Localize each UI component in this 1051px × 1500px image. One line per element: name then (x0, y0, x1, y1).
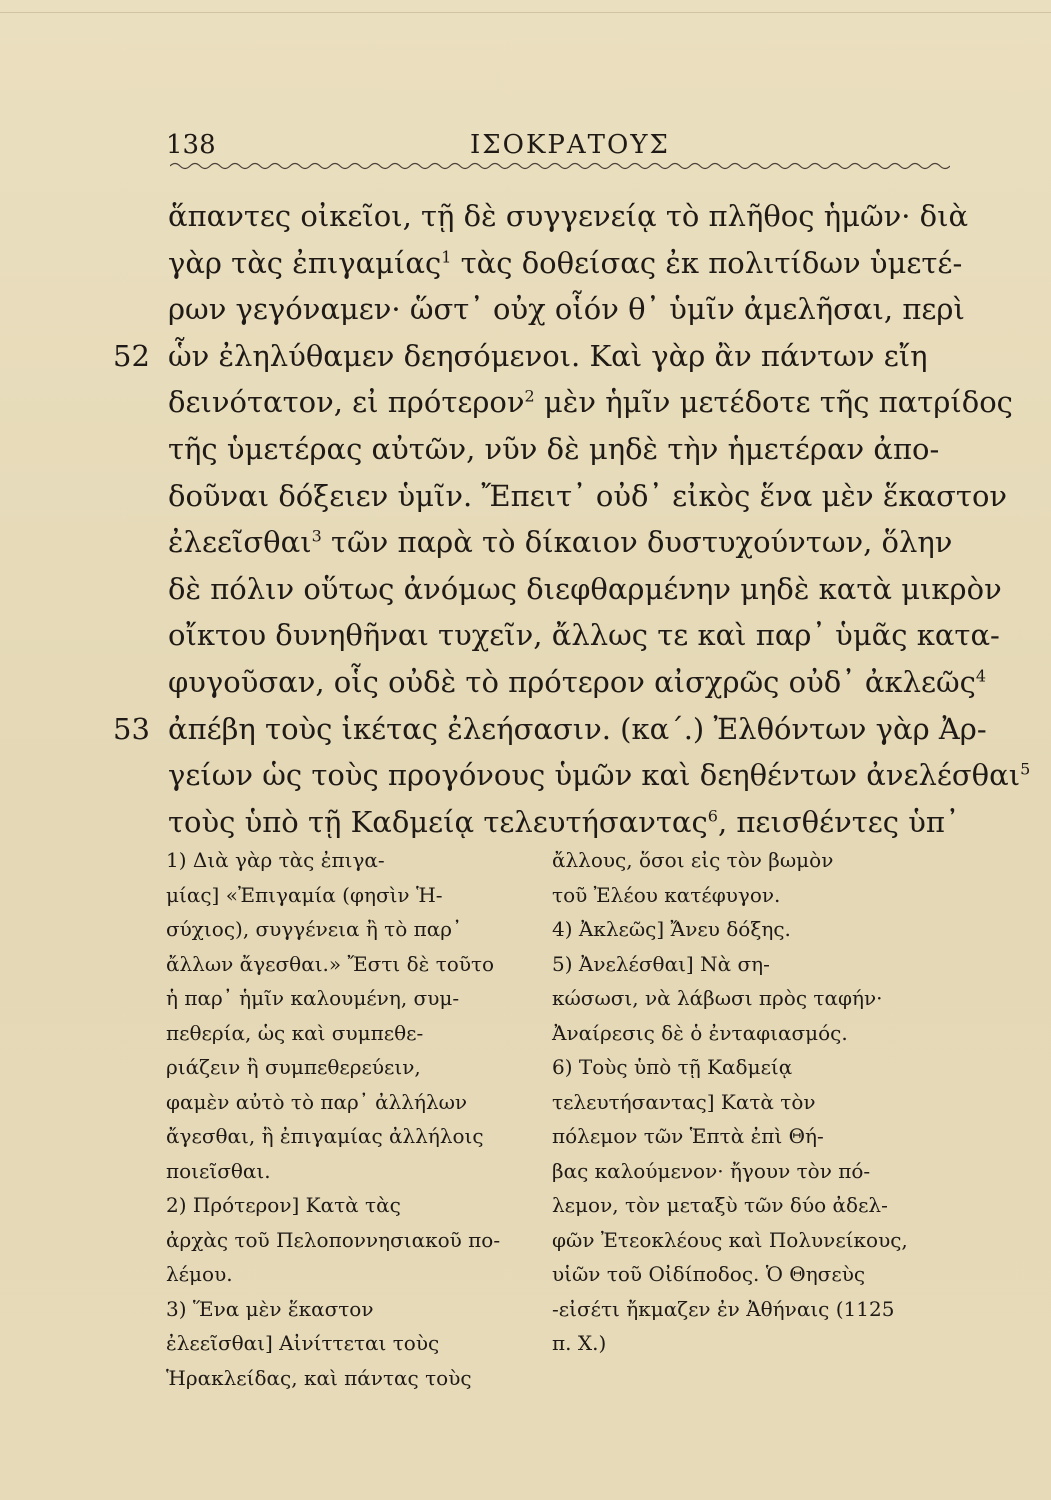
footnote-ref: 6 (707, 806, 718, 826)
footnote-line: φῶν Ἐτεοκλέους καὶ Πολυνείκους, (552, 1227, 908, 1252)
footnote-line: 4) Ἀκλεῶς] Ἄνευ δόξης. (552, 917, 791, 941)
footnotes-left-column (166, 843, 551, 1395)
footnote-line: 6) Τοὺς ὑπὸ τῇ Καδμείᾳ (552, 1055, 793, 1079)
footnote-line: μίας] «Ἐπιγαμία (φησὶν Ἡ- (166, 882, 443, 907)
line-text: τοὺς ὑπὸ τῇ Καδμείᾳ τελευτήσαντας (168, 804, 708, 839)
footnote-line: πόλεμον τῶν Ἑπτὰ ἐπὶ Θή- (552, 1124, 824, 1148)
section-number: 52 (113, 338, 150, 373)
footnote-line: τελευτήσαντας] Κατὰ τὸν (552, 1089, 816, 1114)
footnote-ref: 1 (441, 246, 452, 266)
footnote-line: ἡ παρ᾽ ἡμῖν καλουμένη, συμ- (166, 986, 460, 1010)
line-text: ἀπέβη τοὺς ἱκέτας ἐλεήσασιν. (κα΄.) Ἐλθόντων γὰρ Ἀρ- (168, 711, 987, 746)
line-text: οἴκτου δυνηθῆναι τυχεῖν, ἄλλως τε καὶ παρ᾽ ὑμᾶς κατα- (168, 618, 1000, 653)
line-text: γείων ὡς τοὺς προγόνους ὑμῶν καὶ δεηθέντων ἀνελέσθαι (168, 758, 1021, 793)
footnote-ref: 2 (524, 386, 535, 406)
footnote-line: λεμον, τὸν μεταξὺ τῶν δύο ἀδελ- (552, 1193, 888, 1217)
line-text: δὲ πόλιν οὕτως ἀνόμως διεφθαρμένην μηδὲ κατὰ μικρὸν (168, 571, 1002, 606)
page-number: 138 (166, 130, 216, 160)
footnote-line: ριάζειν ἢ συμπεθερεύειν, (166, 1055, 421, 1079)
footnote-line: Ἡρακλείδας, καὶ πάντας τοὺς (166, 1365, 472, 1390)
text-line (160, 286, 965, 333)
footnote-line: Ἀναίρεσις δὲ ὁ ἐνταφιασμός. (552, 1020, 848, 1045)
footnote-line: ποιεῖσθαι. (166, 1158, 271, 1183)
footnote-line: πεθερία, ὡς καὶ συμπεθε- (166, 1020, 424, 1045)
wavy-header-rule (170, 158, 950, 176)
footnote-ref: 5 (1020, 759, 1031, 779)
footnote-line: βας καλούμενον· ἤγουν τὸν πό- (552, 1158, 871, 1183)
line-text: τῆς ὑμετέρας αὐτῶν, νῦν δὲ μηδὲ τὴν ἡμετέραν ἀπο- (168, 431, 940, 466)
footnote-line: π. Χ.) (552, 1331, 607, 1355)
text-line (113, 333, 960, 380)
footnote-line: 3) Ἕνα μὲν ἕκαστον (166, 1296, 374, 1321)
top-edge-line (0, 12, 1051, 13)
footnote-line: ἄγεσθαι, ἢ ἐπιγαμίας ἀλλήλοις (166, 1124, 484, 1148)
text-line (160, 752, 1031, 799)
text-line (160, 659, 987, 706)
text-line (160, 240, 963, 287)
footnote-ref: 4 (975, 666, 987, 686)
footnotes-right-column (552, 843, 937, 1361)
text-line (160, 193, 969, 240)
text-line (160, 799, 960, 846)
footnote-line: φαμὲν αὐτὸ τὸ παρ᾽ ἀλλήλων (166, 1089, 468, 1114)
line-text: δοῦναι δόξειεν ὑμῖν. Ἔπειτ᾽ οὐδ᾽ εἰκὸς ἕνα μὲν ἕκαστον (168, 478, 1008, 513)
text-line (160, 519, 960, 566)
section-number: 53 (113, 711, 150, 746)
footnote-line: 5) Ἀνελέσθαι] Νὰ ση- (552, 951, 770, 976)
running-title: ΙΣΟΚΡΑΤΟΥΣ (470, 130, 670, 160)
line-text: ἐλεεῖσθαι (168, 525, 312, 560)
footnote-line: ἄλλους, ὅσοι εἰς τὸν βωμὸν (552, 848, 834, 872)
line-text: ἅπαντες οἰκεῖοι, τῇ δὲ συγγενείᾳ τὸ πλῆθος ἡμῶν· διὰ (168, 199, 969, 233)
line-text: δεινότατον, εἰ πρότερον (168, 385, 525, 420)
line-text: ρων γεγόναμεν· ὥστ᾽ οὐχ οἷόν θ᾽ ὑμῖν ἀμελῆσαι, περὶ (168, 292, 965, 327)
main-text (113, 193, 1031, 845)
footnote-line: κώσωσι, νὰ λάβωσι πρὸς ταφήν· (552, 986, 883, 1010)
line-text: , πεισθέντες ὑπ᾽ (717, 804, 960, 839)
footnote-line: -εἰσέτι ἤκμαζεν ἐν Ἀθήναις (1125 (552, 1296, 895, 1321)
line-text: φυγοῦσαν, οἷς οὐδὲ τὸ πρότερον αἰσχρῶς οὐδ᾽ ἀκλεῶς (168, 664, 976, 699)
text-line (160, 612, 1000, 659)
text-line (160, 426, 960, 473)
footnote-line: ἄλλων ἄγεσθαι.» Ἔστι δὲ τοῦτο (166, 951, 495, 976)
line-text: μὲν ἡμῖν μετέδοτε τῆς πατρίδος (534, 385, 1013, 420)
text-line (113, 706, 987, 753)
footnote-line: υἱῶν τοῦ Οἰδίποδος. Ὁ Θησεὺς (552, 1262, 866, 1286)
footnote-line: τοῦ Ἐλέου κατέφυγον. (552, 882, 781, 907)
footnote-ref: 3 (311, 526, 322, 546)
footnote-line: ἐλεεῖσθαι] Αἰνίττεται τοὺς (166, 1331, 440, 1355)
line-text: τὰς δοθείσας ἐκ πολιτίδων ὑμετέ- (451, 245, 963, 280)
text-line (160, 473, 1008, 520)
footnote-line: 2) Πρότερον] Κατὰ τὰς (166, 1193, 401, 1217)
footnote-line: σύχιος), συγγένεια ἢ τὸ παρ᾽ (166, 917, 463, 941)
line-text: γὰρ τὰς ἐπιγαμίας (168, 245, 442, 280)
line-text: ὧν ἐληλύθαμεν δεησόμενοι. Καὶ γὰρ ἂν πάντων εἴη (168, 338, 928, 373)
footnote-line: λέμου. (166, 1262, 233, 1286)
footnote-line: 1) Διὰ γὰρ τὰς ἐπιγα- (166, 848, 385, 872)
text-line (160, 566, 1002, 613)
line-text: τῶν παρὰ τὸ δίκαιον δυστυχούντων, ὅλην (321, 525, 953, 560)
text-line (160, 379, 1013, 426)
footnote-line: ἀρχὰς τοῦ Πελοποννησιακοῦ πο- (166, 1227, 501, 1252)
